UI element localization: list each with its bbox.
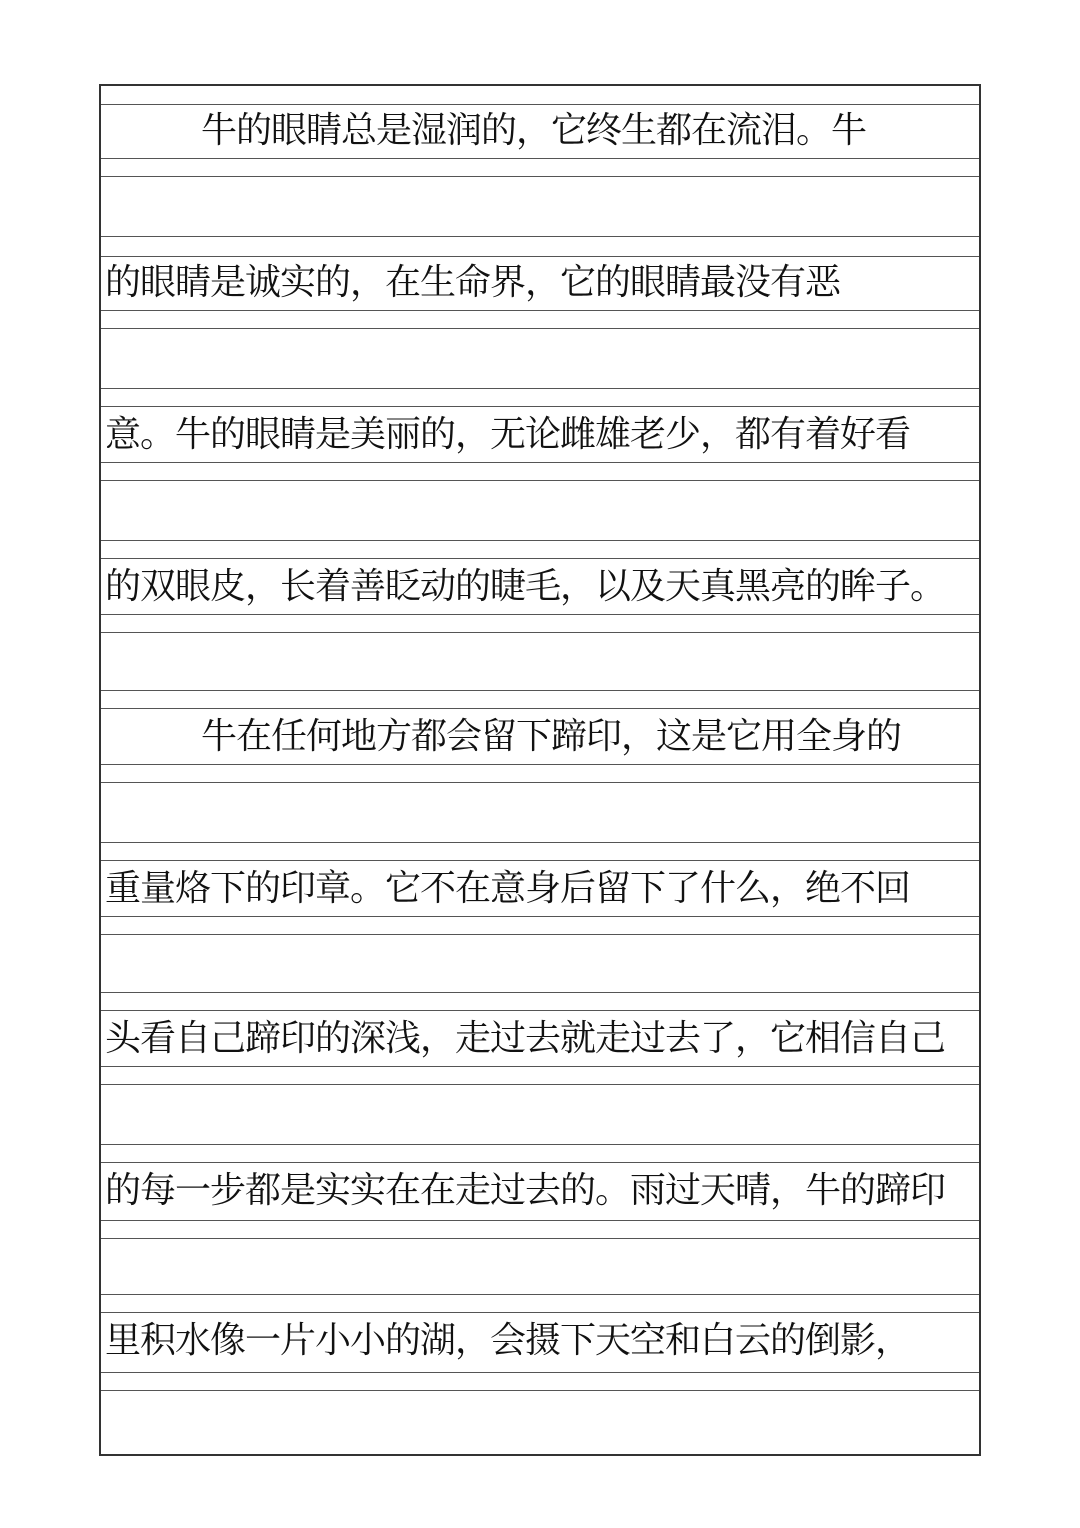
handwritten-line: 意。牛的眼睛是美丽的，无论雌雄老少，都有着好看 <box>105 414 911 455</box>
ruled-line <box>101 388 979 389</box>
ruled-line <box>101 540 979 541</box>
ruled-line <box>101 1390 979 1391</box>
ruled-line <box>101 1066 979 1067</box>
ruled-line <box>101 1372 979 1373</box>
ruled-line <box>101 916 979 917</box>
handwritten-line: 的每一步都是实实在在走过去的。雨过天晴，牛的蹄印 <box>105 1170 946 1211</box>
handwritten-line: 牛在任何地方都会留下蹄印，这是它用全身的 <box>201 716 902 757</box>
ruled-line <box>101 1312 979 1313</box>
ruled-line <box>101 632 979 633</box>
ruled-line <box>101 1238 979 1239</box>
handwritten-line: 的眼睛是诚实的，在生命界，它的眼睛最没有恶 <box>105 262 841 303</box>
ruled-line <box>101 860 979 861</box>
ruled-line <box>101 690 979 691</box>
ruled-line <box>101 842 979 843</box>
ruled-line <box>101 1144 979 1145</box>
ruled-line <box>101 1010 979 1011</box>
ruled-line <box>101 1084 979 1085</box>
ruled-line <box>101 1162 979 1163</box>
ruled-line <box>101 1294 979 1295</box>
ruled-line <box>101 328 979 329</box>
ruled-line <box>101 310 979 311</box>
handwritten-line: 的双眼皮，长着善眨动的睫毛，以及天真黑亮的眸子。 <box>105 566 946 607</box>
handwritten-line: 头看自己蹄印的深浅，走过去就走过去了，它相信自己 <box>105 1018 946 1059</box>
ruled-line <box>101 462 979 463</box>
ruled-line <box>101 406 979 407</box>
ruled-line <box>101 992 979 993</box>
ruled-line <box>101 158 979 159</box>
ruled-line <box>101 782 979 783</box>
handwritten-line: 牛的眼睛总是湿润的，它终生都在流泪。牛 <box>201 110 867 151</box>
handwritten-line: 里积水像一片小小的湖，会摄下天空和白云的倒影， <box>105 1320 911 1361</box>
handwritten-line: 重量烙下的印章。它不在意身后留下了什么，绝不回 <box>105 868 911 909</box>
ruled-line <box>101 708 979 709</box>
ruled-line <box>101 934 979 935</box>
ruled-line <box>101 256 979 257</box>
ruled-line <box>101 104 979 105</box>
ruled-line <box>101 176 979 177</box>
ruled-line <box>101 480 979 481</box>
ruled-line <box>101 764 979 765</box>
ruled-line <box>101 614 979 615</box>
ruled-line <box>101 236 979 237</box>
lined-writing-sheet <box>99 84 981 1456</box>
ruled-line <box>101 1220 979 1221</box>
ruled-line <box>101 558 979 559</box>
